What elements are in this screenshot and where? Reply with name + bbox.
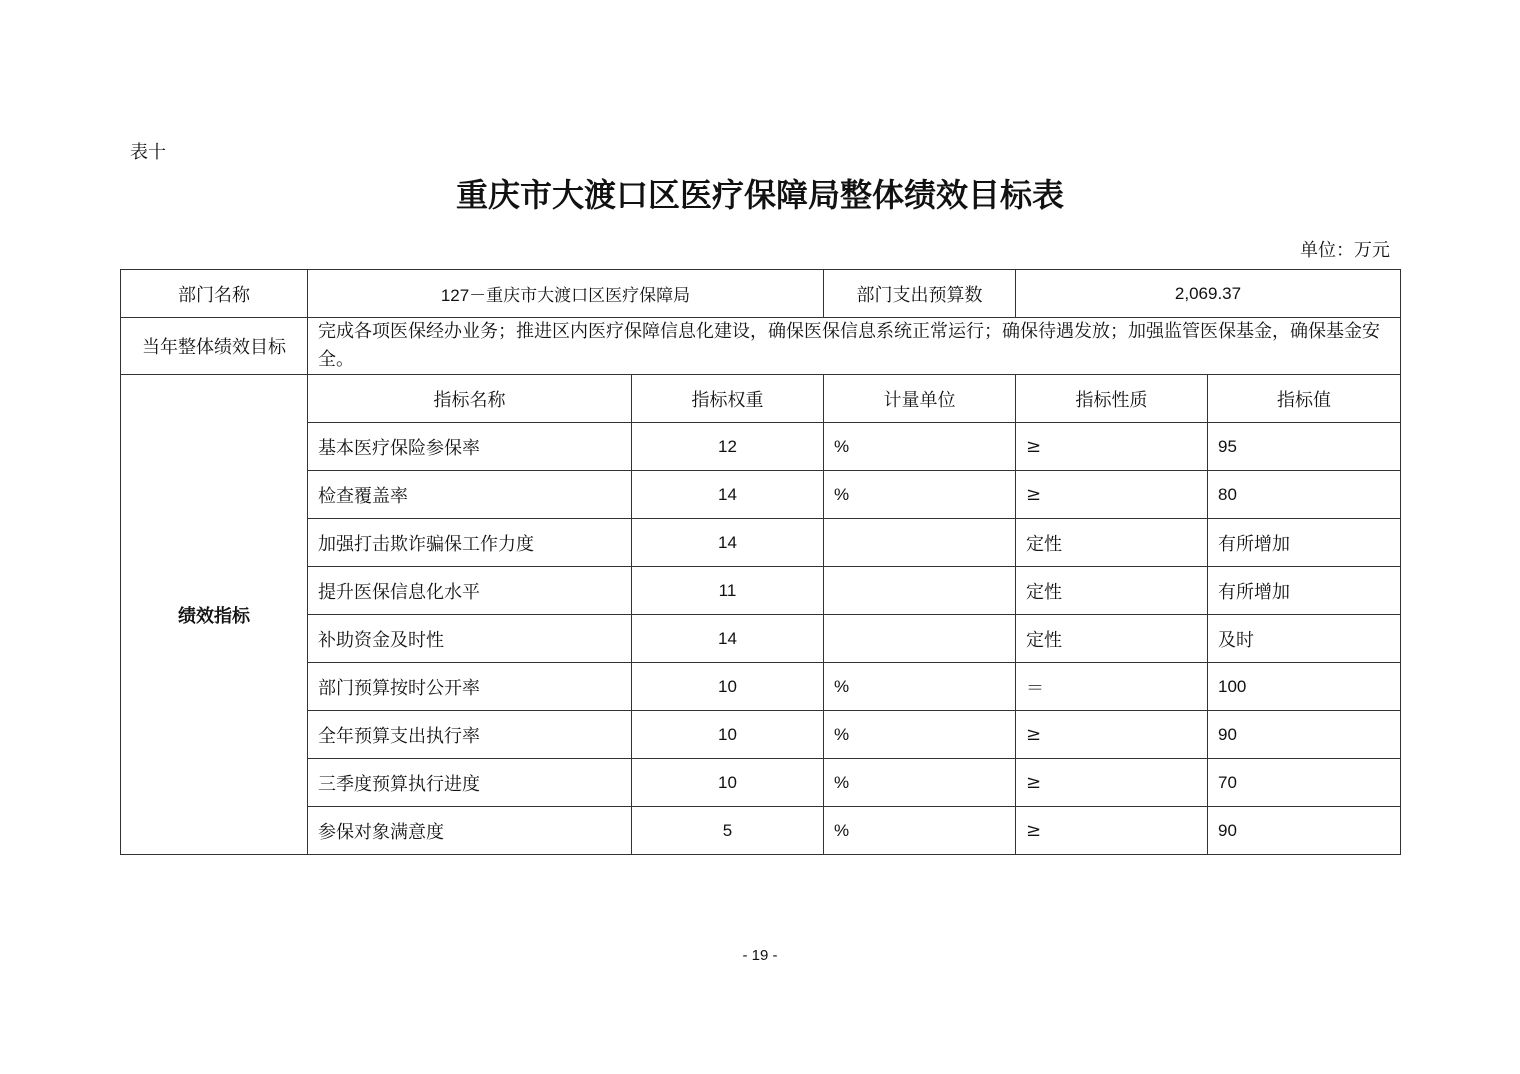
indicator-value: 有所增加 — [1208, 567, 1401, 615]
indicator-nature: ≥ — [1016, 471, 1208, 519]
indicator-name: 全年预算支出执行率 — [308, 711, 632, 759]
indicator-weight: 11 — [632, 567, 824, 615]
table-row — [121, 471, 1401, 519]
indicator-value: 90 — [1208, 711, 1401, 759]
indicator-nature: ≥ — [1016, 711, 1208, 759]
unit-label: 单位：万元 — [1300, 240, 1390, 261]
indicator-unit: % — [824, 807, 1016, 855]
header-measure-unit: 计量单位 — [824, 375, 1016, 423]
indicator-name: 参保对象满意度 — [308, 807, 632, 855]
dept-name-value — [308, 270, 824, 318]
table-row — [121, 423, 1401, 471]
indicator-unit — [824, 615, 1016, 663]
indicator-value: 有所增加 — [1208, 519, 1401, 567]
dept-name-label: 部门名称 — [121, 270, 308, 318]
indicator-nature: ≥ — [1016, 423, 1208, 471]
table-row — [121, 711, 1401, 759]
table-row — [121, 567, 1401, 615]
indicator-value: 95 — [1208, 423, 1401, 471]
indicator-weight: 12 — [632, 423, 824, 471]
indicator-name: 检查覆盖率 — [308, 471, 632, 519]
indicator-unit: % — [824, 663, 1016, 711]
budget-value: 2,069.37 — [1016, 270, 1401, 318]
indicator-weight: 10 — [632, 711, 824, 759]
annual-goal-row — [121, 318, 1401, 375]
table-row — [121, 759, 1401, 807]
indicator-unit: % — [824, 759, 1016, 807]
table-row — [121, 663, 1401, 711]
indicator-name: 基本医疗保险参保率 — [308, 423, 632, 471]
table-row — [121, 807, 1401, 855]
performance-indicator-label: 绩效指标 — [121, 375, 308, 855]
indicator-name: 补助资金及时性 — [308, 615, 632, 663]
indicator-nature: ≥ — [1016, 807, 1208, 855]
table-row — [121, 519, 1401, 567]
indicator-unit: % — [824, 711, 1016, 759]
annual-goal-text: 完成各项医保经办业务；推进区内医疗保障信息化建设，确保医保信息系统正常运行；确保待遇发放；加强监管医保基金，确保基金安全。 — [308, 318, 1401, 375]
indicator-name: 三季度预算执行进度 — [308, 759, 632, 807]
header-indicator-weight: 指标权重 — [632, 375, 824, 423]
indicator-weight: 14 — [632, 519, 824, 567]
header-indicator-nature: 指标性质 — [1016, 375, 1208, 423]
indicator-nature: 定性 — [1016, 519, 1208, 567]
indicator-weight: 10 — [632, 663, 824, 711]
indicator-weight: 10 — [632, 759, 824, 807]
indicator-weight: 14 — [632, 471, 824, 519]
table-row — [121, 615, 1401, 663]
dept-info-row — [121, 270, 1401, 318]
indicator-nature: ＝ — [1016, 663, 1208, 711]
page-number: - 19 - — [742, 947, 778, 964]
indicator-name: 提升医保信息化水平 — [308, 567, 632, 615]
indicator-unit: % — [824, 471, 1016, 519]
performance-target-table — [120, 269, 1401, 855]
dept-name-text: 127－重庆市大渡口区医疗保障局 — [440, 286, 691, 305]
indicator-nature: 定性 — [1016, 615, 1208, 663]
header-indicator-value: 指标值 — [1208, 375, 1401, 423]
header-indicator-name: 指标名称 — [308, 375, 632, 423]
budget-label: 部门支出预算数 — [824, 270, 1016, 318]
indicator-weight: 14 — [632, 615, 824, 663]
indicator-nature: 定性 — [1016, 567, 1208, 615]
document-title: 重庆市大渡口区医疗保障局整体绩效目标表 — [455, 176, 1064, 214]
indicator-value: 80 — [1208, 471, 1401, 519]
indicator-name: 部门预算按时公开率 — [308, 663, 632, 711]
annual-goal-label: 当年整体绩效目标 — [121, 318, 308, 375]
indicator-name: 加强打击欺诈骗保工作力度 — [308, 519, 632, 567]
indicator-weight: 5 — [632, 807, 824, 855]
indicator-value: 70 — [1208, 759, 1401, 807]
indicator-value: 及时 — [1208, 615, 1401, 663]
indicator-value: 90 — [1208, 807, 1401, 855]
indicator-header-row — [121, 375, 1401, 423]
indicator-unit — [824, 567, 1016, 615]
indicator-unit — [824, 519, 1016, 567]
table-label: 表十 — [130, 142, 166, 163]
indicator-nature: ≥ — [1016, 759, 1208, 807]
indicator-value: 100 — [1208, 663, 1401, 711]
indicator-unit: % — [824, 423, 1016, 471]
